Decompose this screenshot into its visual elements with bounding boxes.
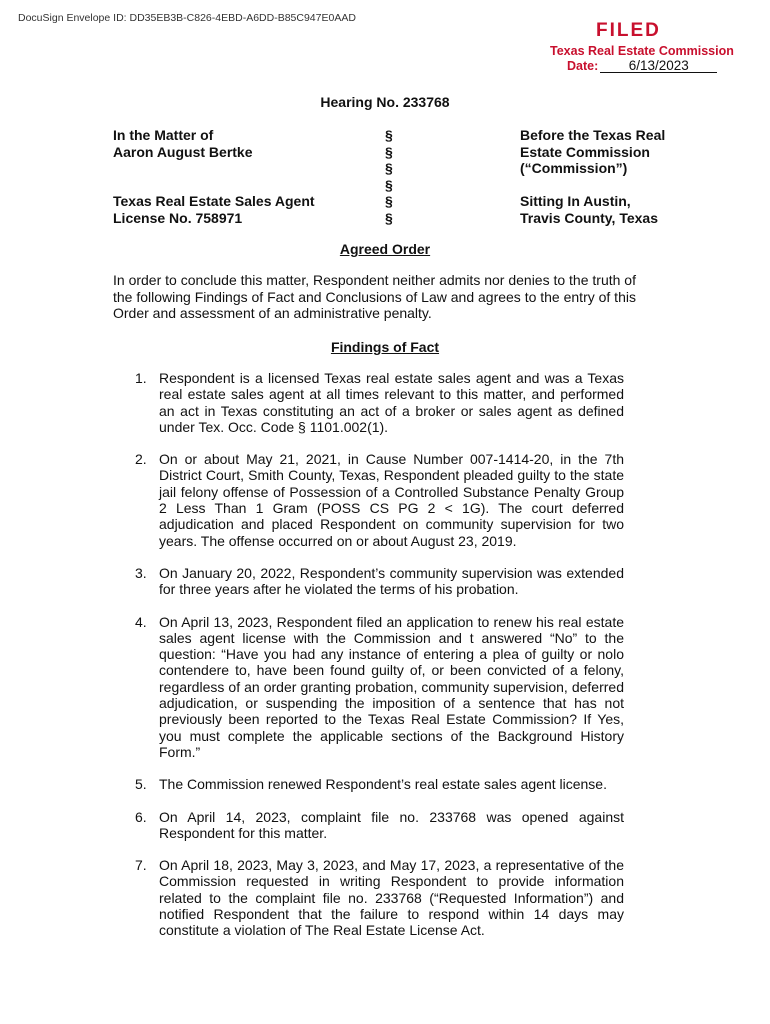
finding-text: On April 13, 2023, Respondent filed an application to renew his real estate sales agent license with the Commission and t answered “No” to the question: “Have you had any instance of entering a plea of guilty or nolo contendere to, have been found guilty of, or been convicted of a felony, regardless of an order granting probation, community supervision, deferred adjudication, or suspending the imposition of a sentence that has not previously been reported to the Texas Real Estate Commission? If Yes, you must complete the applicable sections of the Background History Form.”: [159, 613, 624, 760]
agreed-order-title: Agreed Order: [339, 241, 431, 257]
section-symbol: §: [385, 127, 393, 143]
finding-number: 7.: [135, 857, 147, 874]
section-symbol: §: [385, 160, 393, 176]
finding-number: 2.: [135, 451, 147, 468]
finding-item: [113, 565, 624, 598]
caption-license-type: Texas Real Estate Sales Agent: [113, 193, 315, 209]
caption-matter-of: In the Matter of: [113, 127, 214, 143]
stamp-date-value: 6/13/2023: [600, 59, 717, 73]
hearing-number: Hearing No. 233768: [320, 94, 450, 110]
findings-list: [113, 370, 624, 939]
finding-number: 4.: [135, 613, 147, 630]
section-symbol: §: [385, 209, 393, 226]
finding-number: 1.: [135, 370, 147, 386]
finding-text: Respondent is a licensed Texas real estate sales agent and was a Texas real estate sales agent at all times relevant to this matter, and performed an act in Texas constituting an act of a broker or sales agent as defined under Tex. Occ. Code § 1101.002(1).: [159, 370, 624, 435]
finding-item: [113, 809, 624, 842]
section-symbol: §: [385, 193, 393, 209]
finding-number: 3.: [135, 564, 147, 581]
section-symbol: §: [385, 176, 393, 193]
caption-sitting-in: Sitting In Austin,: [520, 193, 631, 209]
caption-left: [113, 127, 353, 226]
finding-text: On or about May 21, 2021, in Cause Number 007-1414-20, in the 7th District Court, Smith County, Texas, Respondent pleaded guilty to the state jail felony offense of Possession of a Controlled Substance Penalty Group 2 Less Than 1 Gram (POSS CS PG 2 < 1G). The court deferred adjudication and placed Respondent on community supervision for two years. The offense occurred on or about August 23, 2019.: [159, 451, 624, 549]
finding-text: On April 14, 2023, complaint file no. 233768 was opened against Respondent for this matter.: [159, 808, 624, 841]
findings-title: Findings of Fact: [330, 339, 440, 355]
finding-item: [113, 776, 624, 792]
caption-before: Before the Texas Real: [520, 127, 666, 143]
finding-item: [113, 370, 624, 435]
finding-item: [113, 451, 624, 549]
caption-right: [520, 127, 680, 226]
caption-county: Travis County, Texas: [520, 209, 658, 226]
caption-section-symbols: [385, 127, 405, 226]
finding-item: [113, 857, 624, 938]
section-symbol: §: [385, 143, 393, 160]
caption-respondent-name: Aaron August Bertke: [113, 143, 253, 160]
docusign-envelope-id: DocuSign Envelope ID: DD35EB3B-C826-4EBD-A6DD-B85C947E0AAD: [18, 12, 356, 24]
finding-text: On January 20, 2022, Respondent’s community supervision was extended for three years after he violated the terms of his probation.: [159, 564, 624, 598]
finding-number: 6.: [135, 808, 147, 825]
caption-commission-abbrev: (“Commission”): [520, 160, 628, 176]
stamp-date-label: Date:: [567, 59, 599, 73]
caption-license-number: License No. 758971: [113, 209, 243, 226]
finding-number: 5.: [135, 776, 147, 793]
filed-stamp: [545, 20, 750, 73]
finding-item: [113, 614, 624, 761]
stamp-filed-label: FILED: [596, 20, 661, 41]
caption-commission: Estate Commission: [520, 143, 650, 160]
finding-text: The Commission renewed Respondent’s real estate sales agent license.: [159, 776, 607, 793]
intro-paragraph: In order to conclude this matter, Respondent neither admits nor denies to the truth of the following Findings of Fact and Conclusions of Law and agrees to the entry of this Order and assessment of an administrative penalty.: [113, 272, 636, 321]
stamp-commission-name: Texas Real Estate Commission: [550, 44, 734, 58]
stamp-date-row: [567, 59, 750, 73]
finding-text: On April 18, 2023, May 3, 2023, and May 17, 2023, a representative of the Commission requested in writing Respondent to provide information related to the complaint file no. 233768 (“Requested Information”) and notified Respondent that the failure to respond within 14 days may constitute a violation of The Real Estate License Act.: [159, 857, 624, 939]
